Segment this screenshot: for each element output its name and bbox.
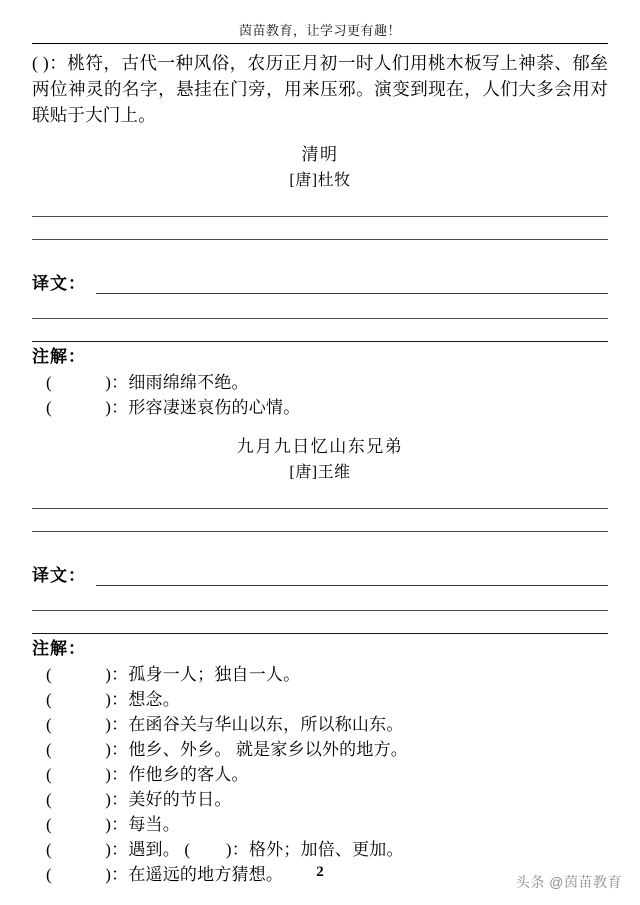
- poem-block-2: [32, 434, 608, 887]
- note-item: ( )：每当。: [46, 815, 180, 834]
- notes-label: 注解：: [32, 639, 86, 658]
- poem-author: [唐]杜牧: [289, 172, 351, 189]
- translation-label: 译文：: [32, 274, 86, 293]
- note-item: ( )：形容凄迷哀伤的心情。: [46, 398, 301, 417]
- document-content: [32, 43, 608, 887]
- note-item: ( )：想念。: [46, 690, 180, 709]
- note-item: ( )：遇到。 ( )：格外；加倍、更加。: [46, 840, 404, 859]
- watermark: 头条 @茵苗教育: [515, 874, 622, 890]
- poem-author: [唐]王维: [289, 464, 351, 481]
- poem-block-1: [32, 142, 608, 420]
- translation-label: 译文：: [32, 566, 86, 585]
- notes-label: 注解：: [32, 347, 86, 366]
- note-item: ( )：在函谷关与华山以东，所以称山东。: [46, 715, 404, 734]
- note-item: ( )：在遥远的地方猜想。: [46, 865, 284, 884]
- note-item: ( )：作他乡的客人。: [46, 765, 249, 784]
- poem-title: 九月九日忆山东兄弟: [236, 437, 404, 456]
- intro-paragraph-text: 桃符，古代一种风俗，农历正月初一时人们用桃木板写上神荼、郁垒两位神灵的名字，悬挂在门旁，用来压邪。演变到现在，人们大多会用对联贴于大门上。: [32, 53, 608, 125]
- note-item: ( )：美好的节日。: [46, 790, 232, 809]
- intro-paragraph: [32, 50, 608, 128]
- note-item: ( )：他乡、外乡。 就是家乡以外的地方。: [46, 740, 408, 759]
- section-divider: [32, 633, 608, 634]
- translation-writing-line[interactable]: [96, 293, 608, 294]
- note-item: ( )：孤身一人；独自一人。: [46, 665, 301, 684]
- translation-row: [32, 266, 608, 296]
- note-item: ( )：细雨绵绵不绝。: [46, 373, 249, 392]
- translation-writing-line[interactable]: [96, 585, 608, 586]
- poem-title: 清明: [301, 145, 339, 164]
- running-header: 茵苗教育，让学习更有趣！: [238, 23, 401, 38]
- section-divider: [32, 341, 608, 342]
- intro-blank-parenthesis: ( )：: [32, 53, 68, 73]
- page-number: 2: [316, 864, 324, 880]
- translation-row: [32, 558, 608, 588]
